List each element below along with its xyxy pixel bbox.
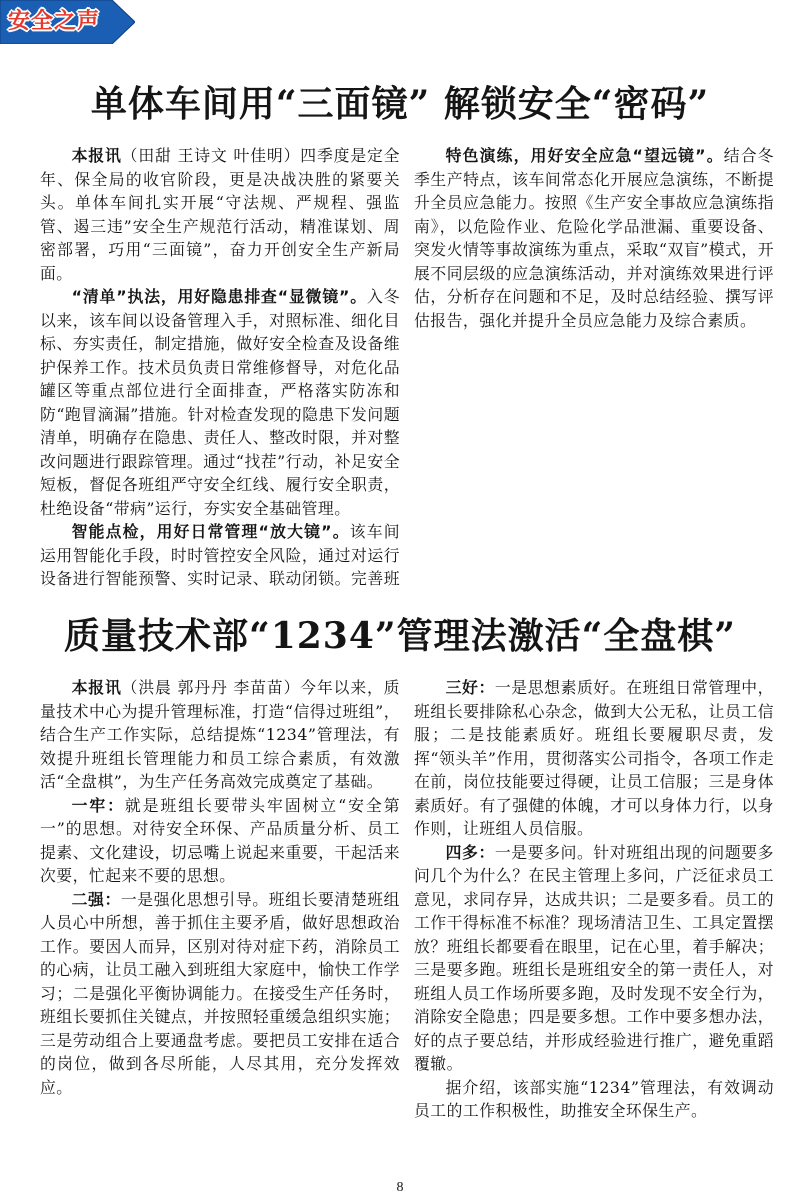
article-1-col-right [414, 144, 774, 590]
article-1-p4-lead: 特色演练，用好安全应急“望远镜”。 [445, 146, 724, 165]
article-2-p4-lead: 三好： [445, 678, 495, 697]
article-2-p4-text: 一是思想素质好。在班组日常管理中，班组长要排除私心杂念，做到大公无私，让员工信服；二是技能素质好。班组长要履职尽责，发挥“领头羊”作用，贯彻落实公司指令，各项工作走在前，岗位技能要过得硬，让员工信服；三是身体素质好。有了强健的体魄，才可以身体力行，以身作则，让班组人员信服。 [414, 678, 774, 838]
article-2-paragraph-5 [414, 841, 774, 1076]
article-2-paragraph-2 [40, 794, 400, 888]
article-2-col-right [414, 676, 774, 1154]
article-2-col-left [40, 676, 400, 1154]
article-1-p3-text: 该车间运用智能化手段，时时管控安全风险，通过对运行设备进行智能预警、实时记录、联动闭锁。完善班 [40, 522, 400, 588]
article-1-p4-text: 结合冬季生产特点，该车间常态化开展应急演练，不断提升全员应急能力。按照《生产安全事故应急演练指南》，以危险作业、危险化学品泄漏、重要设备、突发火情等事故演练为重点，采取“双盲”模式，开展不同层级的应急演练活动，并对演练效果进行评估，分析存在问题和不足，及时总结经验、撰写评估报告，强化并提升全员应急能力及综合素质。 [414, 146, 774, 330]
article-2-p5-text: 一是要多问。针对班组出现的问题要多问几个为什么？在民主管理上多问，广泛征求员工意见，求同存异，达成共识；二是要多看。员工的工作干得标准不标准？现场清洁卫生、工具定置摆放？班组长都要看在眼里，记在心里，着手解决；三是要多跑。班组长是班组安全的第一责任人，对班组人员工作场所要多跑，及时发现不安全行为，消除安全隐患；四是要多想。工作中要多想办法，好的点子要总结，并形成经验进行推广，避免重蹈覆辙。 [414, 842, 774, 1073]
article-1-p3-lead: 智能点检，用好日常管理“放大镜”。 [71, 522, 350, 541]
article-1-paragraph-3 [40, 520, 400, 590]
article-1-paragraph-4 [414, 144, 774, 332]
article-1-paragraph-2 [40, 285, 400, 520]
article-1-p1-lead: 本报讯 [71, 146, 122, 165]
article-2-p1-text: （洪晨 郭丹丹 李苗苗）今年以来，质量技术中心为提升管理标准，打造“信得过班组”，结合生产工作实际，总结提炼“1234”管理法，有效提升班组长管理能力和员工综合素质，有效激活“全盘棋”，为生产任务高效完成奠定了基础。 [40, 678, 400, 791]
article-2-paragraph-3 [40, 888, 400, 1100]
article-2-paragraph-6: 据介绍，该部实施“1234”管理法，有效调动员工的工作积极性，助推安全环保生产。 [414, 1077, 774, 1120]
masthead-label: 安全之声 [8, 9, 101, 34]
article-1-p2-lead: “清单”执法，用好隐患排查“显微镜”。 [71, 287, 367, 306]
page-number: 8 [396, 1180, 404, 1195]
article-2-title: 质量技术部“1234”管理法激活“全盘棋” [63, 615, 737, 657]
article-2-p5-lead: 四多： [445, 842, 495, 862]
article-1-p2-text: 入冬以来，该车间以设备管理入手，对照标准、细化目标、夯实责任，制定措施，做好安全检查及设备维护保养工作。技术员负责日常维修督导，对危化品罐区等重点部位进行全面排查，严格落实防冻和防“跑冒滴漏”措施。针对检查发现的隐患下发问题清单，明确存在隐患、责任人、整改时限，并对整改问题进行跟踪管理。通过“找茬”行动，补足安全短板，督促各班组严守安全红线、履行安全职责，杜绝设备“带病”运行，夯实安全基础管理。 [40, 287, 400, 518]
article-1-paragraph-1 [40, 144, 400, 285]
article-2-paragraph-1 [40, 676, 400, 794]
article-1-p1-text: （田甜 王诗文 叶佳明）四季度是定全年、保全局的收官阶段，更是决战决胜的紧要关头。单体车间扎实开展“守法规、严规程、强监管、遏三违”安全生产规范行活动，精准谋划、周密部署，巧用“三面镜”，奋力开创安全生产新局面。 [40, 146, 400, 283]
article-2-p3-lead: 二强： [71, 889, 121, 909]
article-2-p2-text: 就是班组长要带头牢固树立“安全第一”的思想。对待安全环保、产品质量分析、员工提素、文化建设，切忌嘴上说起来重要，干起活来次要，忙起来不要的思想。 [40, 795, 400, 885]
article-1-title: 单体车间用“三面镜” 解锁安全“密码” [90, 83, 710, 125]
article-2-paragraph-4 [414, 676, 774, 841]
article-1-col-left [40, 144, 400, 590]
masthead [0, 0, 800, 44]
article-2-p2-lead: 一牢： [71, 795, 125, 815]
article-2-p3-text: 一是强化思想引导。班组长要清楚班组人员心中所想，善于抓住主要矛盾，做好思想政治工作。要因人而异，区别对待对症下药，消除员工的心病，让员工融入到班组大家庭中，愉快工作学习；二是强化平衡协调能力。在接受生产任务时，班组长要抓住关键点，并按照轻重缓急组织实施；三是劳动组合上要通盘考虑。要把员工安排在适合的岗位，做到各尽所能，人尽其用，充分发挥效应。 [40, 889, 400, 1097]
article-2-p1-lead: 本报讯 [71, 678, 122, 697]
